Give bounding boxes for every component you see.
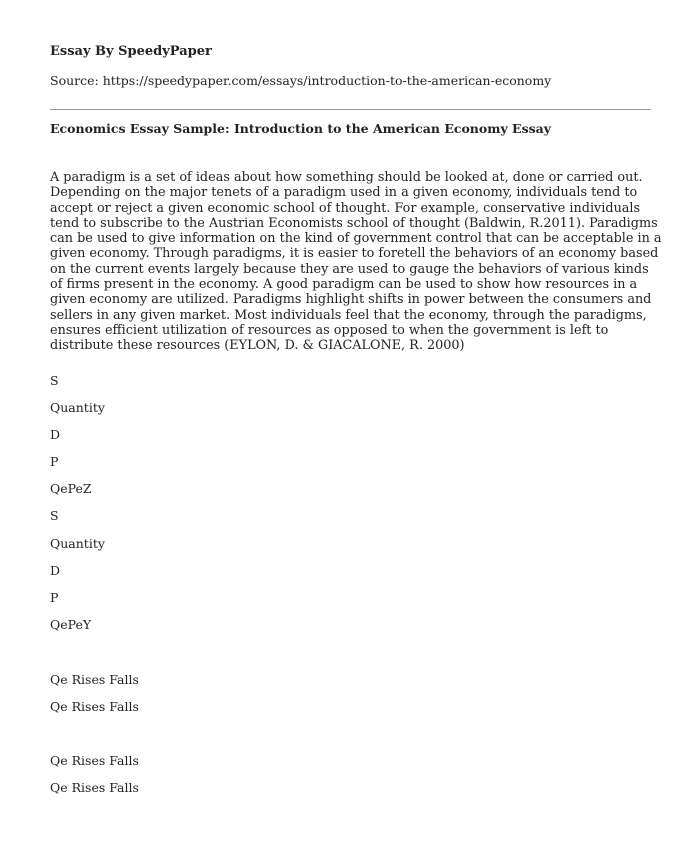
diagram-label-fragment: P — [50, 454, 59, 469]
diagram-label-fragment: S — [50, 373, 59, 388]
header-divider — [50, 109, 651, 110]
diagram-label-fragment: P — [50, 590, 59, 605]
diagram-label-fragment: Qe Rises Falls — [50, 699, 139, 714]
essay-paragraph: A paradigm is a set of ideas about how something should be looked at, done or carried out. Depending on the major tenets of a paradigm used in a given economy, individuals tend to accept or reject a given economic school of thought. For example, conservative individuals tend to subscribe to the Austrian Economists school of thought (Baldwin, R.2011). Paradigms can be used to give information on the kind of government control that can be acceptable in a given economy. Through paradigms, it is easier to foretell the behaviors of an economy based on the current events largely because they are used to gauge the behaviors of various kinds of firms present in the economy. A good paradigm can be used to show how resources in a given economy are utilized. Paradigms highlight shifts in power between the consumers and sellers in any given market. Most individuals feel that the economy, through the paradigms, ensures efficient utilization of resources as opposed to when the government is left to distribute these resources (EYLON, D. & GIACALONE, R. 2000) — [50, 170, 662, 354]
diagram-label-fragment: QePeZ — [50, 481, 92, 496]
diagram-label-fragment: Quantity — [50, 400, 105, 415]
diagram-label-fragment: S — [50, 508, 59, 523]
diagram-label-fragment: Qe Rises Falls — [50, 672, 139, 687]
essay-title: Economics Essay Sample: Introduction to the American Economy Essay — [50, 121, 552, 136]
diagram-label-fragment: D — [50, 563, 61, 578]
document-header-title: Essay By SpeedyPaper — [50, 44, 212, 59]
diagram-label-fragment: QePeY — [50, 617, 92, 632]
diagram-label-fragment: Qe Rises Falls — [50, 753, 139, 768]
source-line: Source: https://speedypaper.com/essays/introduction-to-the-american-economy — [50, 73, 552, 88]
diagram-label-fragment: D — [50, 427, 61, 442]
diagram-label-fragment: Qe Rises Falls — [50, 780, 139, 795]
diagram-label-fragment: Quantity — [50, 536, 105, 551]
